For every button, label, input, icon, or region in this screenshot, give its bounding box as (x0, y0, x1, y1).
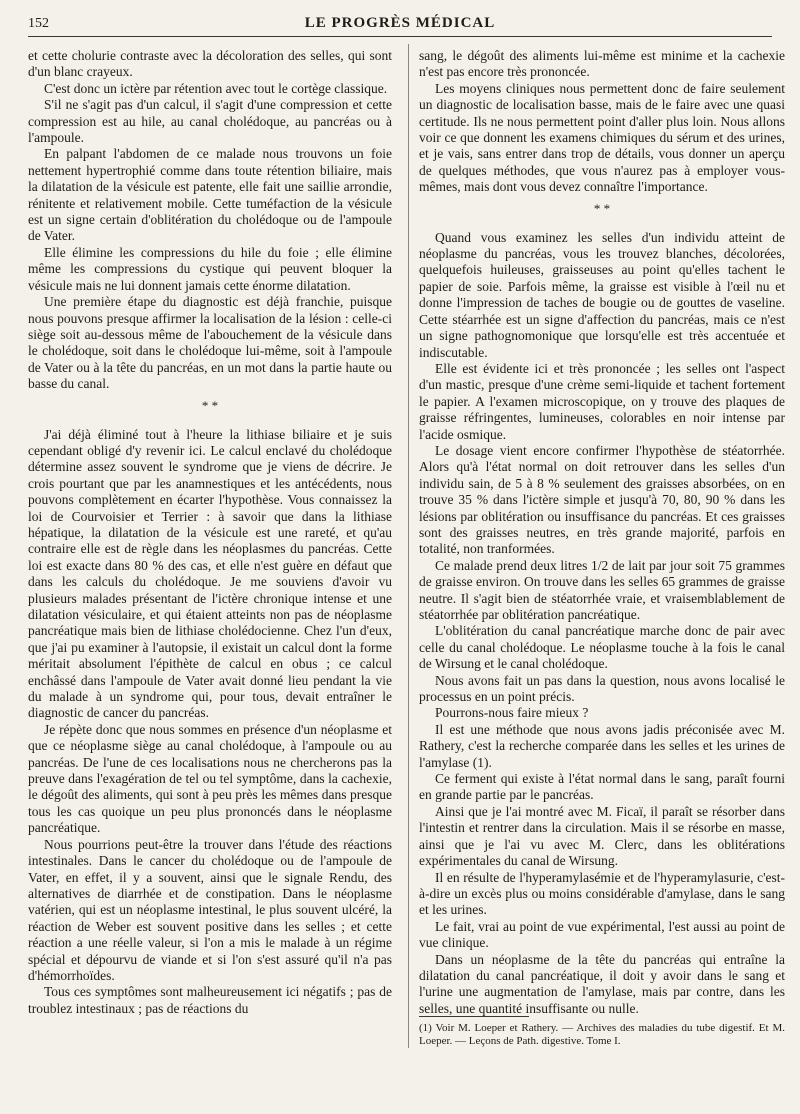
paragraph: Nous avons fait un pas dans la question, nous avons localisé le processus en un point précis. (419, 672, 785, 705)
paragraph: Pourrons-nous faire mieux ? (435, 705, 589, 721)
left-column (28, 48, 392, 1017)
paragraph: Il en résulte de l'hyperamylasémie et de l'hyperamylasurie, c'est-à-dire un excès plus ou moins considérable d'amylase, dans le sang et les urines. (419, 869, 785, 918)
paragraph: Une première étape du diagnostic est déjà franchie, puisque nous pouvons presque affirmer la localisation de la lésion : celle-ci siège soit au-dessous même de l'abouchement de la vésicule dans le cholédoque, soit dans le cholédoque lui-même, soit à l'ampoule de Vater ou à la tête du pancréas, en un mot dans la partie haute ou basse du canal. (28, 294, 392, 392)
paragraph: Les moyens cliniques nous permettent donc de faire seulement un diagnostic de localisation basse, mais de le faire avec une quasi certitude. Ils ne nous permettent point d'aller plus loin. Nous allons voir ce que donnent les examens chimiques du sérum et des urines, et je vais, sans entrer dans trop de détails, vous donner un aperçu de quelques méthodes, que vous n'aurez pas à employer vous-mêmes, mais dont vous devez connaître l'importance. (419, 80, 785, 195)
paragraph: sang, le dégoût des aliments lui-même est minime et la cachexie n'est pas encore très prononcée. (419, 48, 785, 80)
running-title: LE PROGRÈS MÉDICAL (304, 15, 496, 31)
paragraph: Elle est évidente ici et très prononcée ; les selles ont l'aspect d'un mastic, presque d'une crème semi-liquide et tachent fortement le papier. A l'examen microscopique, on y trouve des plaques de graisse réfringentes, lumineuses, colorables en noir intense par l'acide osmique. (419, 360, 785, 442)
footnote-rule (419, 1016, 529, 1017)
paragraph: Ce malade prend deux litres 1/2 de lait par jour soit 75 grammes de graisse environ. On trouve dans les selles 65 grammes de graisse neutre. Il s'agit bien de stéatorrhée vraie, et vraisemblablement de stéatorrhée par oblitération pancréatique. (419, 557, 785, 622)
paragraph: Le fait, vrai au point de vue expérimental, l'est aussi au point de vue clinique. (419, 918, 785, 951)
paragraph: J'ai déjà éliminé tout à l'heure la lithiase biliaire et je suis cependant obligé d'y revenir ici. Le calcul enclavé du cholédoque détermine assez souvent le syndrome que je viens de décrire. Je crois pourtant que par les anamnestiques et les antécédents, nous pouvons complètement en écarter l'hypothèse. Vous connaissez la loi de Courvoisier et Terrier : à savoir que dans la lithiase hépatique, la dilatation de la vésicule est une rareté, et qu'au contraire elle est de règle dans les néoplasmes du pancréas. Cette loi est exacte dans 80 % des cas, et elle n'est guère en défaut que dans les calculs du cholédoque. Je me souviens d'avoir vu plusieurs malades présentant de l'ictère chronique intense et une dilatation vésiculaire, et qui étaient atteints non pas de néoplasme pancréatique mais bien de lithiase cholédocienne. Chez l'un d'eux, que j'ai pu examiner à l'autopsie, il existait un calcul dont la forme méritait absolument l'épithète de calcul en obus ; ce calcul enchâssé dans l'ampoule de Vater avait donné lieu pendant la vie du malade à un syndrome qui, pour tous, devait entraîner le diagnostic de cancer du pancréas. (28, 426, 392, 721)
paragraph: C'est donc un ictère par rétention avec tout le cortège classique. (44, 80, 388, 96)
paragraph: En palpant l'abdomen de ce malade nous trouvons un foie nettement hypertrophié comme dans toute rétention biliaire, mais la dilatation de la vésicule est patente, elle fait une saillie arrondie, rénitente et relativement mobile. Cette tuméfaction de la vésicule est un signe certain d'oblitération du cholédoque ou de l'ampoule de Vater. (28, 146, 392, 244)
paragraph: L'oblitération du canal pancréatique marche donc de pair avec celle du canal cholédoque. Le néoplasme touche à la fois le canal de Wirsung et le canal cholédoque. (419, 623, 785, 672)
page-number: 152 (28, 16, 49, 31)
paragraph: Dans un néoplasme de la tête du pancréas qui entraîne la dilatation du canal pancréatique, il doit y avoir dans le sang et l'urine une augmentation de l'amylase, mais par contre, dans les selles, une quantité insuffisante ou nulle. (419, 951, 785, 1016)
paragraph: Je répète donc que nous sommes en présence d'un néoplasme et que ce néoplasme siège au canal cholédoque, à l'ampoule ou au pancréas. De l'une de ces localisations nous ne chercherons pas la preuve dans l'exagération de tel ou tel symptôme, dans la cachexie, le dégoût des aliments, qui sont à peu près les mêmes dans presque tous les cas quoique un peu plus prononcés dans le néoplasme pancréatique. (28, 721, 392, 836)
footnote: (1) Voir M. Loeper et Rathery. — Archives des maladies du tube digestif. Et M. Loeper. — Leçons de Path. digestive. Tome I. (419, 1022, 785, 1047)
paragraph: Ainsi que je l'ai montré avec M. Ficaï, il paraît se résorber dans l'intestin et rentrer dans la circulation. Mais il se résorbe en masse, ainsi que je l'ai vu avec M. Clerc, dans les oblitérations expérimentales du canal de Wirsung. (419, 803, 785, 869)
section-separator: * * (201, 397, 219, 413)
paragraph: Ce ferment qui existe à l'état normal dans le sang, paraît fourni en grande partie par le pancréas. (419, 771, 785, 803)
paragraph: Elle élimine les compressions du hile du foie ; elle élimine même les compressions du cystique qui peuvent bloquer la vésicule mais ne lui donnent jamais cette énorme dilatation. (28, 244, 392, 293)
paragraph: Quand vous examinez les selles d'un individu atteint de néoplasme du pancréas, vous les trouvez blanches, décolorées, quelquefois huileuses, graisseuses au point qu'elles tachent le papier de soie. Parfois même, la graisse est visible à l'œil nu et donne l'impression de taches de bougie ou de gouttes de vaseline. Cette stéarrhée est un signe d'affection du pancréas, mais ce n'est un signe pathognomonique que lorsqu'elle est très accentuée et indiscutable. (419, 229, 785, 360)
paragraph: Le dosage vient encore confirmer l'hypothèse de stéatorrhée. Alors qu'à l'état normal on doit retrouver dans les selles d'un individu sain, de 5 à 8 % seulement des graisses absorbées, on en trouve 35 % dans l'ictère simple et jusqu'à 70, 80, 90 % dans les lésions par oblitération ou insuffisance du pancréas. Et ces graisses sont des graisses neutres, en très grande majorité, parfois en totalité, non tranformées. (419, 442, 785, 557)
paragraph: Il est une méthode que nous avons jadis préconisée avec M. Rathery, c'est la recherche comparée dans les selles et les urines de l'amylase (1). (419, 721, 785, 770)
paragraph: et cette cholurie contraste avec la décoloration des selles, qui sont d'un blanc crayeux. (28, 48, 392, 80)
right-column (419, 48, 785, 1017)
page-header (28, 10, 772, 37)
paragraph: Tous ces symptômes sont malheureusement ici négatifs ; pas de troublez intestinaux ; pas de réactions du (28, 984, 392, 1016)
paragraph: S'il ne s'agit pas d'un calcul, il s'agit d'une compression et cette compression est au hile, au canal cholédoque, au pancréas ou à l'ampoule. (28, 97, 392, 146)
paragraph: Nous pourrions peut-être la trouver dans l'étude des réactions intestinales. Dans le cancer du cholédoque ou de l'ampoule de Vater, en effet, il y a souvent, ainsi que le signale Rendu, des alternatives de diarrhée et de constipation. Dans le néoplasme vatérien, qui est un néoplasme intestinal, le plus souvent ulcéré, la réaction de Weber est souvent positive dans les selles ; et cette réaction a une réelle valeur, si l'on a mis le malade à un régime spécial et dépourvu de viande et si l'on s'est assuré qu'il n'a pas d'hémorrhoïdes. (28, 836, 392, 983)
section-separator: * * (593, 200, 611, 216)
column-divider (408, 44, 409, 1048)
